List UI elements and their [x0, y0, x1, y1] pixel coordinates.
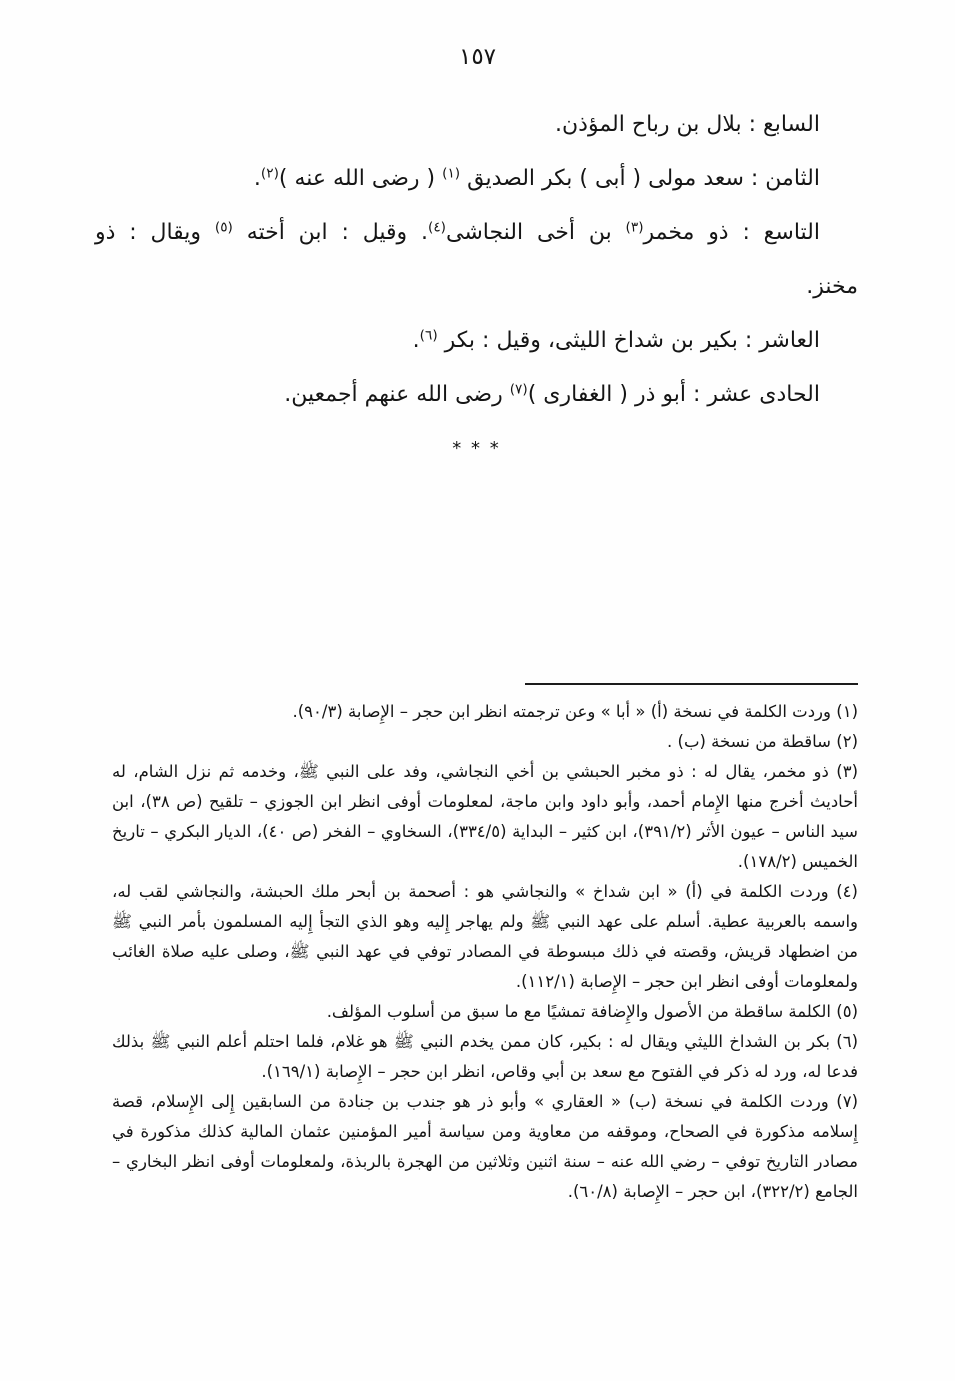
line-text: مخنز. — [806, 274, 858, 299]
page-number: ١٥٧ — [458, 44, 497, 70]
footnote-number: (٥) — [836, 1002, 858, 1021]
footnote-text: وردت الكلمة في نسخة (ب) « العقاري » وأبو ذر هو جندب بن جنادة من السابقين إِلى الإِسلام، قصة إِسلامه مذكورة في الصحاح، وموقفه من معاوية ومن سياسة أمير المؤمنين عثمان المالية كذلك مذكورة في مصادر التاريخ توفي – رضي الله عنه – سنة اثنين وثلاثين من الهجرة بالربذة، ولمعلومات أوفى انظر البخاري – الجامع (٣٢٢/٢)، ابن حجر – الإِصابة (٦٠/٨). — [112, 1092, 858, 1201]
footnote-number: (٢) — [836, 732, 858, 751]
footnote-ref: (٥) — [214, 219, 233, 236]
text-line — [95, 98, 858, 152]
footnote-number: (٦) — [836, 1032, 858, 1051]
footnote-text: وردت الكلمة في نسخة (أ) « أبا » وعن ترجمته انظر ابن حجر – الإِصابة (٩٠/٣). — [292, 702, 831, 721]
footnote-text: وردت الكلمة في (أ) « ابن شداخ » والنجاشي هو : أصحمة بن أبحر ملك الحبشة، والنجاشي لقب له، واسمه بالعربية عطية. أسلم على عهد النبي ﷺ ولم يهاجر إِليه وهو الذي التجأ إِليه المسلمون بأمر النبي ﷺ من اضطهاد قريش، وقصته في ذلك مبسوطة في المصادر توفي في عهد النبي ﷺ، وصلى عليه صلاة الغائب ولمعلومات أوفى انظر ابن حجر – الإِصابة (١١٢/١). — [112, 882, 858, 991]
text-line — [95, 152, 858, 206]
footnote-text: ذو مخمر، يقال له : ذو مخبر الحبشي بن أخي النجاشي، وفد على النبي ﷺ، وخدمه ثم نزل الشام، له أحاديث أخرج منها الإِمام أحمد، وأبو داود وابن ماجة، لمعلومات أوفى انظر ابن الجوزي – تلقيح (ص ٣٨)، ابن سيد الناس – عيون الأثر (٣٩١/٢)، ابن كثير – البداية (٣٣٤/٥)، السخاوي – الفخر (ص ٤٠)، الديار البكري – تاريخ الخميس (١٧٨/٢). — [112, 762, 859, 871]
line-text: . وقيل : ابن أخته — [232, 220, 428, 245]
footnote-text: بكر بن الشداخ الليثي ويقال له : بكير، كان ممن يخدم النبي ﷺ هو غلام، فلما احتلم أعلم النبي ﷺ بذلك فدعا له، ورد له ذكر في الفتوح مع سعد بن أبي وقاص، انظر ابن حجر – الإِصابة (١٦٩/١). — [112, 1032, 858, 1081]
footnote — [112, 1027, 858, 1087]
footnote-ref: (١) — [442, 165, 461, 182]
footnote — [112, 757, 858, 877]
footnote-separator-rule — [525, 683, 858, 685]
footnote-number: (١) — [836, 702, 858, 721]
footnote-ref: (٦) — [419, 327, 438, 344]
line-text: . — [253, 166, 261, 191]
footnote-text: الكلمة ساقطة من الأصول والإِضافة تمشيًا مع ما سبق من أسلوب المؤلف. — [326, 1002, 831, 1021]
footnote-number: (٣) — [836, 762, 858, 781]
section-divider: * * * — [452, 438, 501, 459]
footnote — [112, 877, 858, 997]
footnote-number: (٧) — [836, 1092, 858, 1111]
text-line — [95, 260, 858, 314]
footnotes — [112, 697, 858, 1207]
footnote-text: ساقطة من نسخة (ب) . — [667, 732, 831, 751]
main-text — [95, 98, 858, 476]
line-text: ويقال : ذو — [95, 220, 215, 245]
footnote — [112, 1087, 858, 1207]
footnote-ref: (٤) — [428, 219, 446, 236]
text-line — [95, 206, 858, 260]
line-text: . — [412, 328, 420, 353]
line-text: رضى الله عنهم أجمعين. — [284, 382, 510, 407]
line-text: الحادى عشر : أبو ذر ( الغفارى ) — [527, 382, 820, 407]
footnote-ref: (٢) — [260, 165, 279, 182]
text-line — [95, 314, 858, 368]
line-text: التاسع : ذو مخمر — [643, 220, 820, 245]
footnote-ref: (٧) — [509, 381, 528, 398]
footnote — [112, 727, 858, 757]
footnote — [112, 997, 858, 1027]
line-text: بن أخى النجاشى — [445, 220, 626, 245]
line-text: الثامن : سعد مولى ( أبى ) بكر الصديق — [460, 166, 820, 191]
line-text: ( رضى الله عنه ) — [278, 166, 443, 191]
line-text: السابع : بلال بن رباح المؤذن. — [555, 112, 820, 137]
line-text: العاشر : بكير بن شداخ الليثى، وقيل : بكر — [437, 328, 820, 353]
text-line — [95, 368, 858, 422]
footnote-number: (٤) — [836, 882, 858, 901]
footnote-ref: (٣) — [625, 219, 644, 236]
footnote — [112, 697, 858, 727]
